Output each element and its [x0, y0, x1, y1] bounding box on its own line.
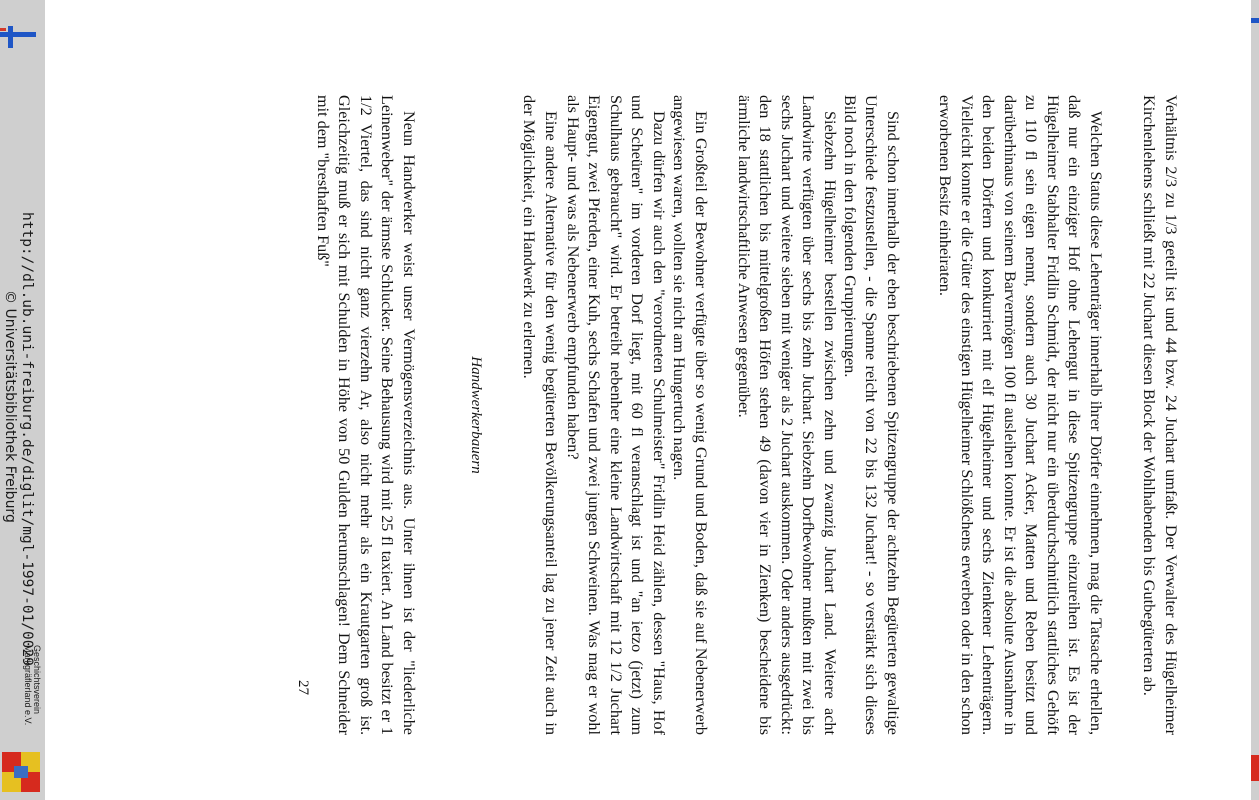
- paragraph-1: Verhältnis 2/3 zu 1/3 geteilt ist und 44 bzw. 24 Juchart umfaßt. Der Verwalter des Hügelheimer Kirchenlehens schließt mit 22 Juchart diesen Block der Wohlhabenden bis Gutbegüterten ab.: [1140, 95, 1180, 735]
- paragraph-2: Welchen Status diese Lehenträger innerhalb ihrer Dörfer einnehmen, mag die Tatsache erhellen, daß nur ein einziger Hof ohne Lehengut in diese Spitzengruppe einzureihen ist. Es ist der Hügelheimer Stabhalter Fridlin Schmidt, der nicht nur ein überdurchschnittlich stattliches Gehöft zu 110 fl sein eigen nennt, sondern auch 30 Juchart Acker, Matten und Reben besitzt und darüberhinaus von seinem Barvermögen 100 fl ausleihen konnte. Er ist die absolute Ausnahme in den beiden Dörfern und konkurriert mit elf Hügelheimer und sechs Zienkener Lehenträgern. Vielleicht konnte er die Güter des einstigen Hügelheimer Schlößchens erwerben oder in den schon erworbenen Besitz einheiraten.: [936, 95, 1105, 735]
- page-number: 27: [295, 680, 311, 695]
- library-copyright: © Universitätsbibliothek Freiburg: [2, 290, 18, 523]
- paragraph-6: Dazu dürfen wir auch den "verordneten Schulmeister" Fridlin Heid zählen, dessen "Haus, Hof und Scheüren" im vorderen Dorf liegt, mit 60 fl veranschlagt ist und "an ietzo (jetzt) zum Schulhaus gebraucht" wird. Er betreibt nebenher eine kleine Landwirtschaft mit 12 1/2 Juchart Eigengut, zwei Pferden, einer Kuh, sechs Schafen und zwei jungen Schweinen. Was mag er wohl als Haupt- und was als Nebenerwerb empfunden haben?: [564, 95, 668, 735]
- paragraph-7: Eine andere Alternative für den wenig begüterten Bevölkerungsanteil lag zu jener Zeit auch in der Möglichkeit, ein Handwerk zu erlernen.: [520, 95, 560, 735]
- paragraph-4: Siebzehn Hügelheimer bestellen zwischen zehn und zwanzig Juchart Land. Weitere acht Landwirte verfügten über sechs bis zehn Juchart. Siebzehn Dorfbewohner mußten mit zwei bis sechs Juchart und weitere sieben mit weniger als 2 Juchart auskommen. Oder anders ausgedrückt: den 18 stattlichen bis mittelgroßen Höfen stehen 49 (davon vier in Zienken) bescheidene bis ärmliche landwirtschaftliche Anwesen gegenüber.: [735, 95, 839, 735]
- paragraph-8: Neun Handwerker weist unser Vermögensverzeichnis aus. Unter ihnen ist der "liederliche Leinenweber" der ärmste Schlucker. Seine Behausung wird mit 25 fl taxiert. An Land besitzt er 1 1/2 Viertel, das sind nicht ganz vierzehn Ar, also nicht mehr als ein Krautgarten groß ist. Gleichzeitig muß er sich mit Schulden in Höhe von 50 Gulden herumschlagen! Dem Schneider mit dem "bresthaften Fuß": [314, 95, 418, 735]
- society-name-line2: Markgräflerland e.V.: [23, 645, 33, 726]
- paragraph-5: Ein Großteil der Bewohner verfügte über so wenig Grund und Boden, daß sie auf Nebenerwerb angewiesen waren, wollten sie nicht am Hungertuch nagen.: [670, 95, 710, 735]
- document-page: [45, 0, 1251, 800]
- paragraph-3: Sind schon innerhalb der eben beschriebenen Spitzengruppe der achtzehn Begüterten gewaltige Unterschiede festzustellen, - die Spanne reicht von 22 bis 132 Juchart! - so verstärkt sich dieses Bild noch in den folgenden Gruppierungen.: [841, 95, 902, 735]
- section-heading: Handwerkerbauern: [468, 356, 484, 474]
- viewer-left-margin: [0, 0, 45, 800]
- society-coat-of-arms-icon: [2, 752, 40, 792]
- library-logo-top: [0, 18, 36, 48]
- source-url[interactable]: http://dl.ub.uni-freiburg.de/diglit/mgl-1997-01/0029: [19, 212, 35, 666]
- society-name: Geschichtsverein: [32, 645, 42, 715]
- page-content: [295, 95, 1181, 735]
- viewer-right-margin: [1251, 0, 1259, 800]
